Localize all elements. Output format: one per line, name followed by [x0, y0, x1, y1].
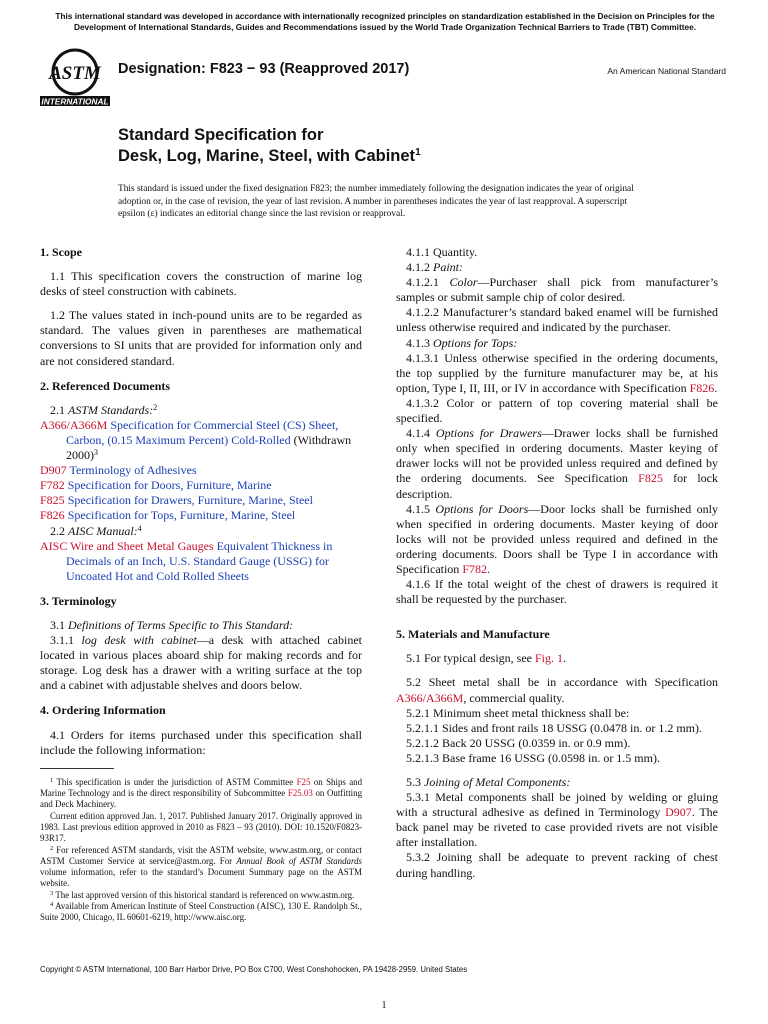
ref-f782 [40, 478, 362, 493]
svg-text:ASTM: ASTM [49, 63, 101, 84]
copyright: Copyright © ASTM International, 100 Barr Harbor Drive, PO Box C700, West Conshohocken, PA 19428-2959. United States [40, 965, 468, 974]
footnote-ref-4[interactable]: 4 [137, 523, 142, 533]
document-title [118, 125, 678, 166]
para-4-1: 4.1 Orders for items purchased under this specification shall include the following information: [40, 727, 362, 757]
ref-f825-title[interactable]: Specification for Drawers, Furniture, Marine, Steel [67, 493, 313, 508]
para-5-2-1-3: 5.2.1.3 Base frame 16 USSG (0.0598 in. or 1.5 mm). [406, 750, 660, 765]
para-2-2: 2.2 AISC Manual:$^4$ [50, 523, 142, 538]
subcommittee-f2503-link[interactable]: F25.03 [287, 788, 313, 799]
section-5-heading: 5. Materials and Manufacture [396, 627, 550, 642]
para-5-2-1-1: 5.2.1.1 Sides and front rails 18 USSG (0.0478 in. or 1.2 mm). [406, 720, 702, 735]
term-d907-link[interactable]: D907 [665, 805, 692, 820]
section-3-heading: 3. Terminology [40, 593, 117, 608]
footnote-4: $^4$ Available from American Institute of Steel Construction (AISC), 130 E. Randolph St., Suite 2000, Chicago, IL 60601-6219, http://www.aisc.org. [40, 900, 362, 923]
para-5-1: 5.1 For typical design, see Fig. 1. [406, 651, 566, 666]
para-5-2-1-2: 5.2.1.2 Back 20 USSG (0.0359 in. or 0.9 mm). [406, 735, 631, 750]
para-4-1-2-1: 4.1.2.1 Color—Purchaser shall pick from manufacturer’s samples or submit sample chip of color desired. [396, 275, 719, 305]
para-5-2: 5.2 Sheet metal shall be in accordance with Specification A366/A366M, commercial quality. [396, 675, 718, 705]
ref-f826-link[interactable]: F826 [40, 508, 65, 523]
footnote-ref-2[interactable]: 2 [153, 402, 158, 412]
american-national-standard-label: An American National Standard [607, 66, 726, 76]
ref-a366-link[interactable]: A366/A366M [40, 417, 108, 432]
para-5-3: 5.3 Joining of Metal Components: [406, 775, 571, 789]
para-4-1-3: 4.1.3 Options for Tops: [406, 335, 518, 350]
para-4-1-3-1: 4.1.3.1 Unless otherwise specified in the ordering documents, the top supplied by the furniture manufacturer may be, at his option, Type I, II, III, or IV in accordance with Specification F826. [396, 350, 718, 395]
para-4-1-2: 4.1.2 Paint: [406, 260, 463, 275]
section-4-heading: 4. Ordering Information [40, 703, 166, 718]
title-line-1: Standard Specification for [118, 126, 324, 144]
ref-f825-link[interactable]: F825 [40, 493, 65, 508]
fig-1-link[interactable]: Fig. 1 [534, 651, 563, 666]
section-1-heading: 1. Scope [40, 245, 82, 259]
para-4-1-1: 4.1.1 Quantity. [406, 245, 478, 259]
para-5-3-1: 5.3.1 Metal components shall be joined by welding or gluing with a structural adhesive as defined in Terminology D907. The back panel may be riveted to case provided rivets are not visible after installation. [396, 790, 718, 850]
issued-note: This standard is issued under the fixed designation F823; the number immediately following the designation indicates the year of original adoption or, in the case of revision, the year of last revision. A number in parentheses indicates the year of last reapproval. A superscript epsilon (ε) indicates an editorial change since the last revision or reapproval. [118, 184, 634, 220]
page-number: 1 [381, 1000, 387, 1011]
para-2-1: 2.1 ASTM Standards:$^2$ [50, 402, 158, 417]
para-3-1: 3.1 Definitions of Terms Specific to This Standard: [50, 617, 294, 632]
spec-f782-link[interactable]: F782 [462, 561, 487, 576]
para-1-1: 1.1 This specification covers the construction of marine log desks of steel construction with cabinets. [40, 269, 362, 299]
designation: Designation: F823 − 93 (Reapproved 2017) [118, 61, 410, 77]
para-4-1-6: 4.1.6 If the total weight of the chest of drawers is required it shall be requested by the purchaser. [396, 577, 718, 607]
para-4-1-3-2: 4.1.3.2 Color or pattern of top covering material shall be specified. [396, 395, 718, 426]
footnote-3: $^3$ The last approved version of this historical standard is referenced on www.astm.org. [50, 889, 355, 900]
ref-d907-title[interactable]: Terminology of Adhesives [69, 463, 197, 478]
astm-logo [40, 46, 110, 108]
ref-aisc-link[interactable]: AISC Wire and Sheet Metal Gauges [40, 538, 214, 553]
ref-a366-title[interactable]: Specification for Commercial Steel (CS) Sheet, Carbon, (0.15 Maximum Percent) Cold-Rolled [66, 417, 339, 447]
right-column [396, 245, 718, 881]
footnote-ref-3[interactable]: 3 [94, 448, 98, 458]
ref-d907-link[interactable]: D907 [40, 463, 67, 478]
footnote-2: $^2$ For referenced ASTM standards, visit the ASTM website, www.astm.org, or contact ASTM Customer Service at service@astm.org. For Annual Book of ASTM Standards volume information, refer to the standard’s Document Summary page on the ASTM website. [40, 844, 363, 889]
para-1-2: 1.2 The values stated in inch-pound units are to be regarded as standard. The values given in parentheses are mathematical conversions to SI units that are provided for information only and are not considered standard. [40, 308, 362, 368]
ref-f782-title[interactable]: Specification for Doors, Furniture, Marine [67, 478, 272, 493]
footnote-ref-1[interactable]: 1 [415, 146, 421, 158]
ref-f825 [40, 493, 362, 508]
committee-f25-link[interactable]: F25 [296, 776, 311, 787]
section-2-heading: 2. Referenced Documents [40, 378, 171, 393]
svg-text:INTERNATIONAL: INTERNATIONAL [41, 96, 109, 107]
preamble: This international standard was developed in accordance with internationally recognized principles on standardization established in the Decision on Principles for the Development of International Standards, Guides and Recommendations issued by the World Trade Organization Technical Barriers to Trade (TBT) Committee. [55, 11, 715, 32]
ref-f782-link[interactable]: F782 [40, 478, 65, 493]
ref-f826-title[interactable]: Specification for Tops, Furniture, Marine, Steel [67, 508, 296, 523]
title-line-2: Desk, Log, Marine, Steel, with Cabinet$^1$ [118, 146, 421, 165]
para-4-1-2-2: 4.1.2.2 Manufacturer’s standard baked enamel will be furnished unless otherwise required and indicated by the purchaser. [396, 305, 718, 335]
para-3-1-1: 3.1.1 log desk with cabinet—a desk with attached cabinet located in various places aboard ship for making records and for storage. Log desk has a drawer with a writing surface at the top and a cabinet with adjustable shelves and doors below. [40, 633, 362, 693]
spec-f825-link[interactable]: F825 [638, 471, 663, 486]
para-5-3-2: 5.3.2 Joining shall be adequate to prevent racking of chest during handling. [396, 850, 718, 880]
footnote-divider [40, 768, 114, 769]
ref-aisc-title[interactable]: Equivalent Thickness in Decimals of an Inch, U.S. Standard Gauge (USSG) for Uncoated Hot and Cold Rolled Sheets [66, 538, 333, 583]
left-column [40, 245, 362, 924]
para-4-1-4: 4.1.4 Options for Drawers—Drawer locks shall be furnished only when specified in ordering documents. Master keying of drawer locks will not be provided unless required and defined by the ordering documents. See Specification F825 for lock description. [396, 426, 719, 501]
para-5-2-1: 5.2.1 Minimum sheet metal thickness shall be: [406, 705, 630, 720]
para-4-1-5: 4.1.5 Options for Doors—Door locks shall be furnished only when specified in ordering documents. Master keying of door locks will not be provided unless required and defined in the ordering documents. Doors shall be Type I in accordance with Specification F782. [396, 501, 719, 576]
spec-a366-link[interactable]: A366/A366M [396, 690, 464, 705]
spec-f826-link[interactable]: F826 [689, 380, 715, 395]
ref-f826 [40, 508, 362, 523]
ref-d907 [40, 463, 362, 478]
footnote-1: $^1$ This specification is under the jurisdiction of ASTM Committee F25 on Ships and Marine Technology and is the direct responsibility of Subcommittee F25.03 on Outfitting and Deck Machinery. [40, 776, 363, 810]
footnotes [40, 777, 362, 924]
ref-aisc [40, 539, 362, 584]
footnote-edition: Current edition approved Jan. 1, 2017. Published January 2017. Originally approved in 1983. Last previous edition approved in 2010 as F823 – 93 (2010). DOI: 10.1520/F0823-93R17. [40, 810, 362, 844]
ref-a366: A366/A366M Specification for Commercial Steel (CS) Sheet, Carbon, (0.15 Maximum Percent) Cold-Rolled (Withdrawn 2000)$^3$ [40, 417, 352, 463]
